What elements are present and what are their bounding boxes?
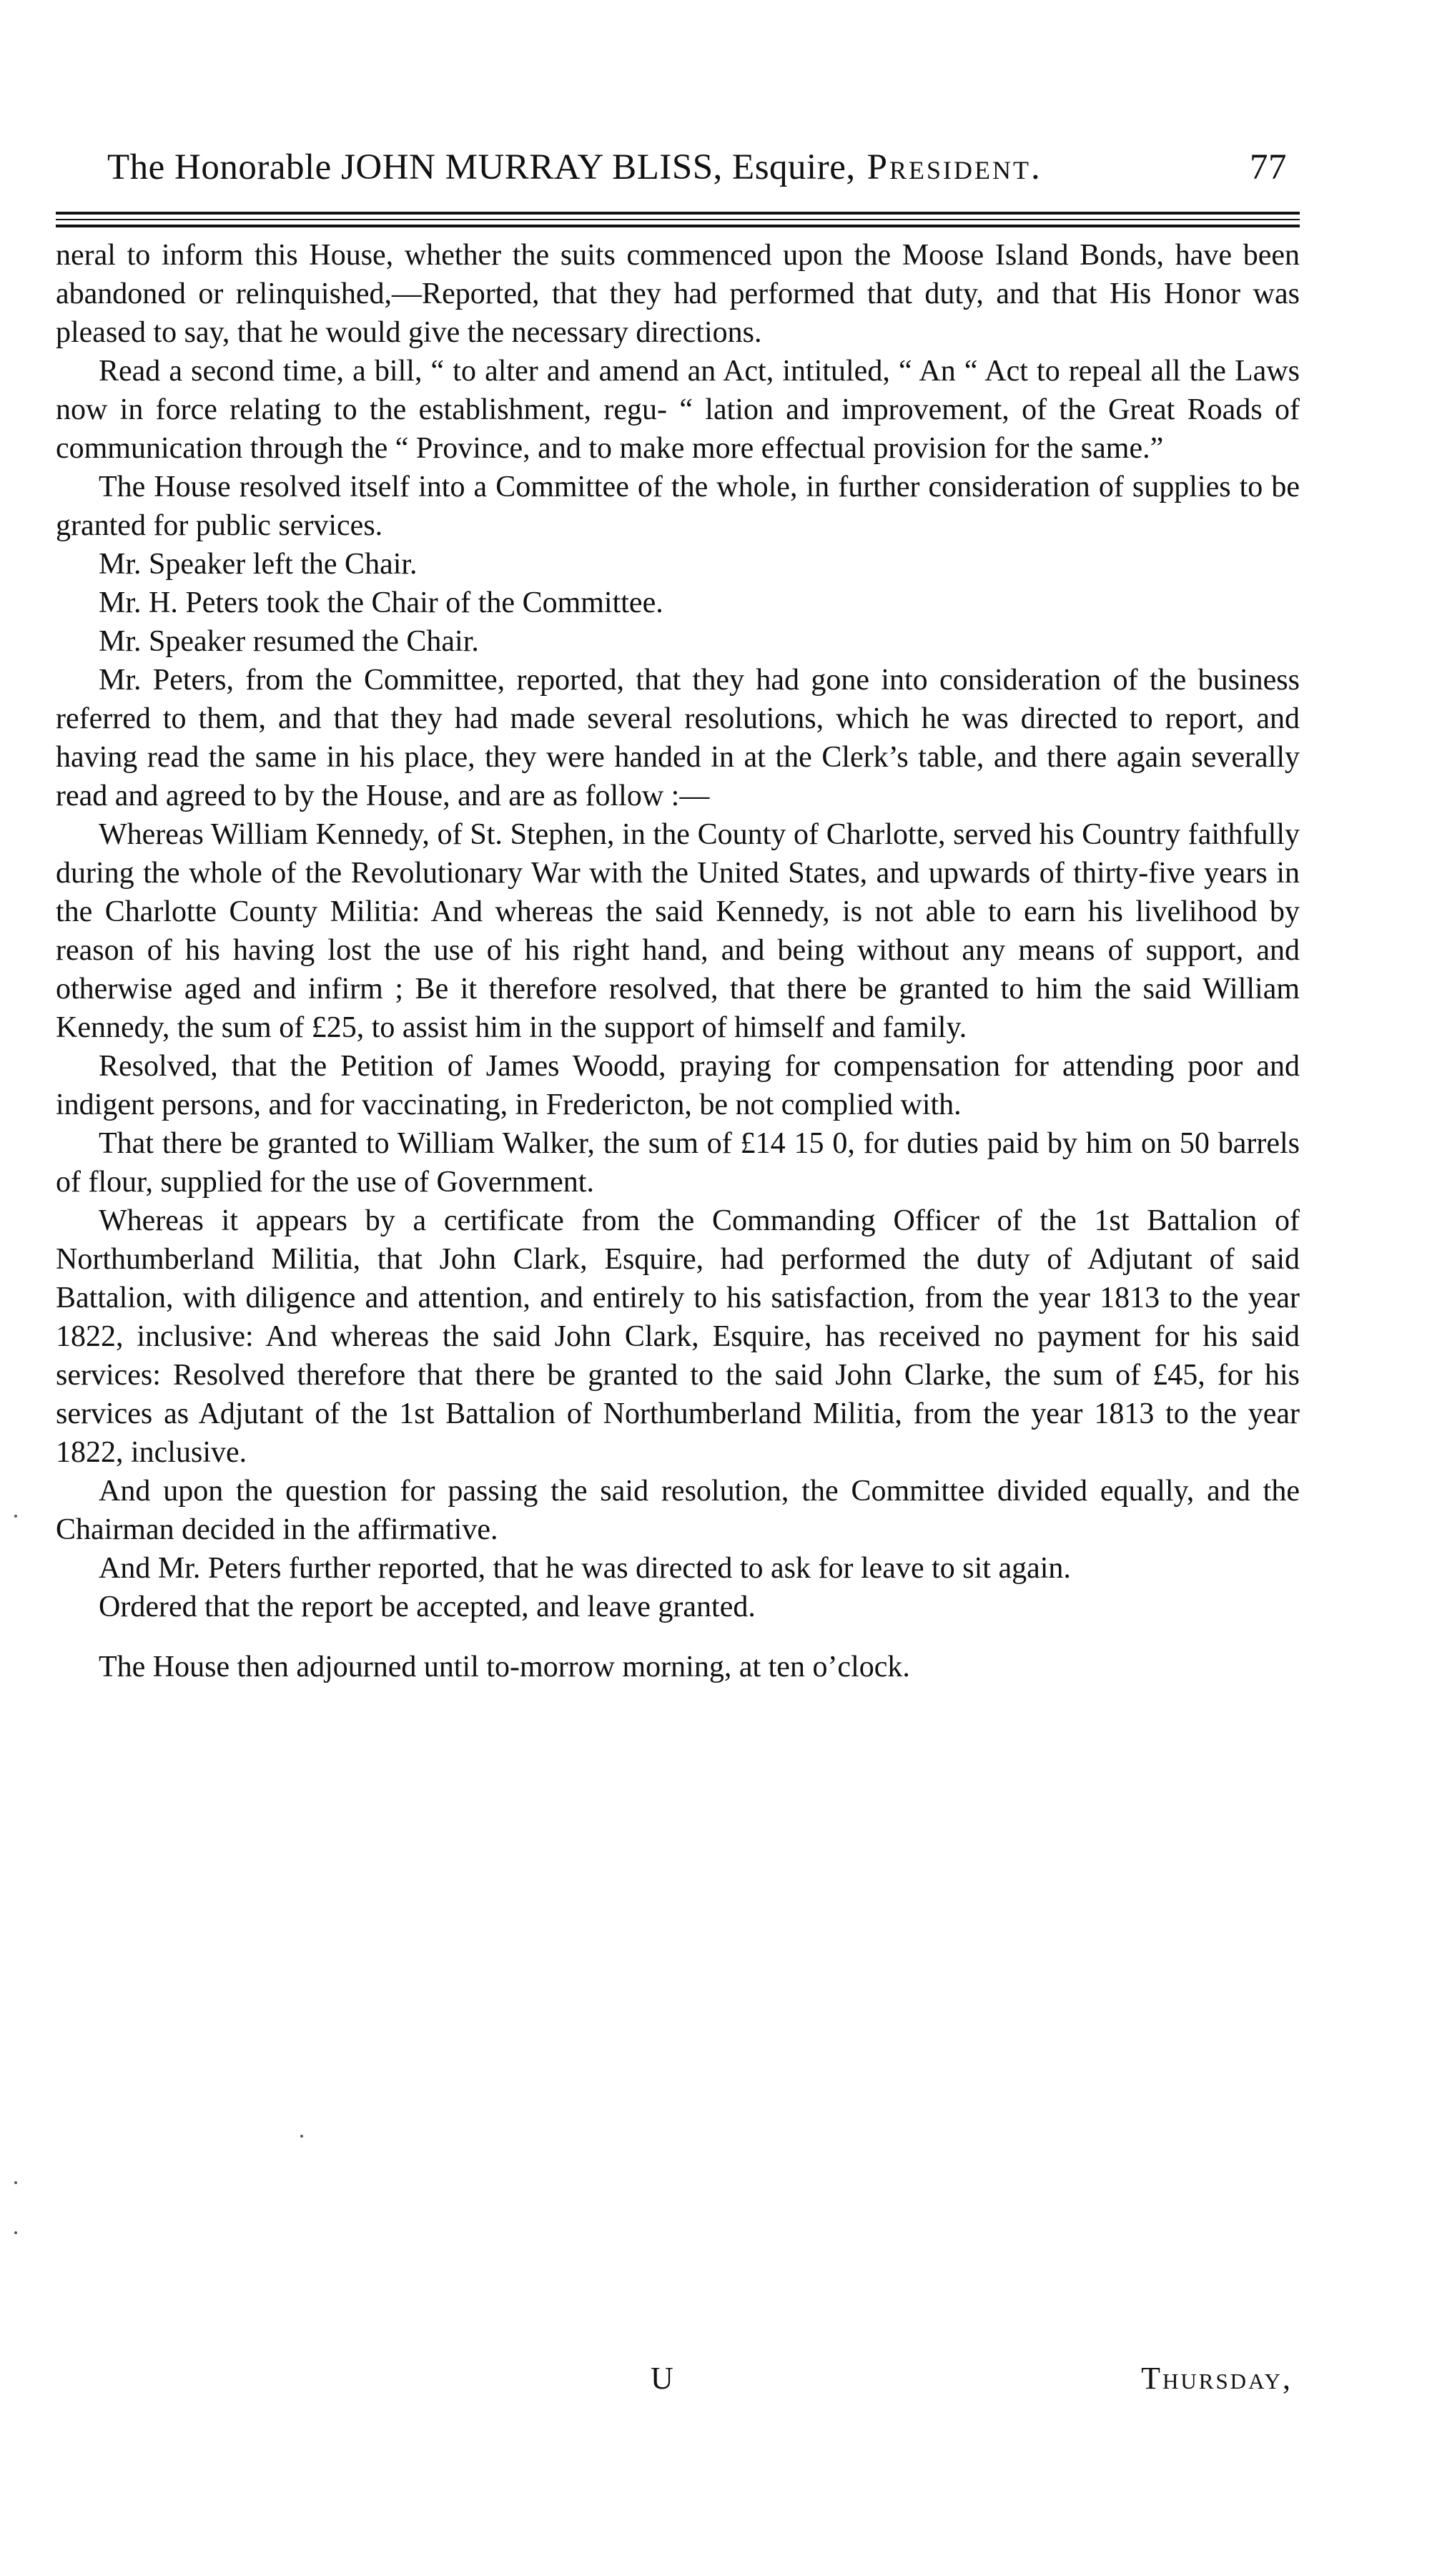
- page-number: 77: [1250, 147, 1287, 187]
- paragraph-kennedy-resolution: Whereas William Kennedy, of St. Stephen, in the County of Charlotte, served his Country faithfully during the whole of the Revolutionary War with the United States, and upwards of thirty-five years in the Charlotte County Militia: And whereas the said Kennedy, is not able to earn his livelihood by reason of his having lost the use of his right hand, and being without any means of support, and otherwise aged and infirm ; Be it therefore resolved, that there be granted to him the said William Kennedy, the sum of £25, to assist him in the support of himself and family.: [56, 818, 1300, 1044]
- paragraph-peters-report: Mr. Peters, from the Committee, reported, that they had gone into consideration of the business referred to them, and that they had made several resolutions, which he was directed to report, and having read the same in his place, they were handed in at the Clerk’s table, and there again severally read and agreed to by the House, and are as follow :—: [56, 664, 1300, 812]
- paragraph-adjournment: The House then adjourned until to-morrow morning, at ten o’clock.: [99, 1651, 910, 1683]
- print-speck: [300, 2135, 303, 2138]
- paragraph-committee-divided: And upon the question for passing the said resolution, the Committee divided equally, and the Chairman decided in the affirmative.: [56, 1475, 1300, 1546]
- header-title: The Honorable JOHN MURRAY BLISS, Esquire,: [107, 147, 856, 187]
- header-rule-thin: [56, 219, 1300, 220]
- catchword: Thursday,: [1141, 2361, 1293, 2396]
- body-text: [56, 236, 1300, 1686]
- paragraph-peters-chair: Mr. H. Peters took the Chair of the Committee.: [99, 586, 663, 619]
- print-speck: [14, 2231, 17, 2234]
- header-rule-bottom: [56, 225, 1300, 227]
- paragraph-committee-whole: The House resolved itself into a Committee of the whole, in further consideration of supplies to be granted for public services.: [56, 471, 1300, 542]
- paragraph-continuation: neral to inform this House, whether the suits commenced upon the Moose Island Bonds, have been abandoned or relinquished,—Reported, that they had performed that duty, and that His Honor was pleased to say, that he would give the necessary directions.: [56, 239, 1300, 349]
- paragraph-woodd-petition: Resolved, that the Petition of James Woodd, praying for compensation for attending poor and indigent persons, and for vaccinating, in Fredericton, be not complied with.: [56, 1050, 1300, 1121]
- paragraph-bill-reading: Read a second time, a bill, “ to alter and amend an Act, intituled, “ An “ Act to repeal all the Laws now in force relating to the establishment, regu- “ lation and improvement, of the Great Roads of communication through the “ Province, and to make more effectual provision for the same.”: [56, 355, 1300, 465]
- print-speck: [14, 2181, 17, 2184]
- paragraph-leave-to-sit: And Mr. Peters further reported, that he was directed to ask for leave to sit again.: [99, 1552, 1071, 1585]
- print-speck: [14, 1515, 17, 1518]
- paragraph-clark-resolution: Whereas it appears by a certificate from the Commanding Officer of the 1st Battalion of Northumberland Militia, that John Clark, Esquire, had performed the duty of Adjutant of said Battalion, with diligence and attention, and entirely to his satisfaction, from the year 1813 to the year 1822, inclusive: And whereas the said John Clark, Esquire, has received no payment for his said services: Resolved therefore that there be granted to the said John Clarke, the sum of £45, for his services as Adjutant of the 1st Battalion of Northumberland Militia, from the year 1813 to the year 1822, inclusive.: [56, 1204, 1300, 1469]
- page-footer: [56, 2360, 1300, 2403]
- header-rule-thick: [56, 212, 1300, 215]
- paragraph-report-accepted: Ordered that the report be accepted, and leave granted.: [99, 1591, 756, 1623]
- header-role: President.: [866, 147, 1042, 187]
- running-header: [107, 147, 1294, 188]
- paragraph-walker-grant: That there be granted to William Walker, the sum of £14 15 0, for duties paid by him on 50 barrels of flour, supplied for the use of Government.: [56, 1127, 1300, 1199]
- paragraph-speaker-left: Mr. Speaker left the Chair.: [99, 548, 418, 581]
- paragraph-speaker-resumed: Mr. Speaker resumed the Chair.: [99, 625, 479, 658]
- signature-mark: U: [651, 2361, 673, 2396]
